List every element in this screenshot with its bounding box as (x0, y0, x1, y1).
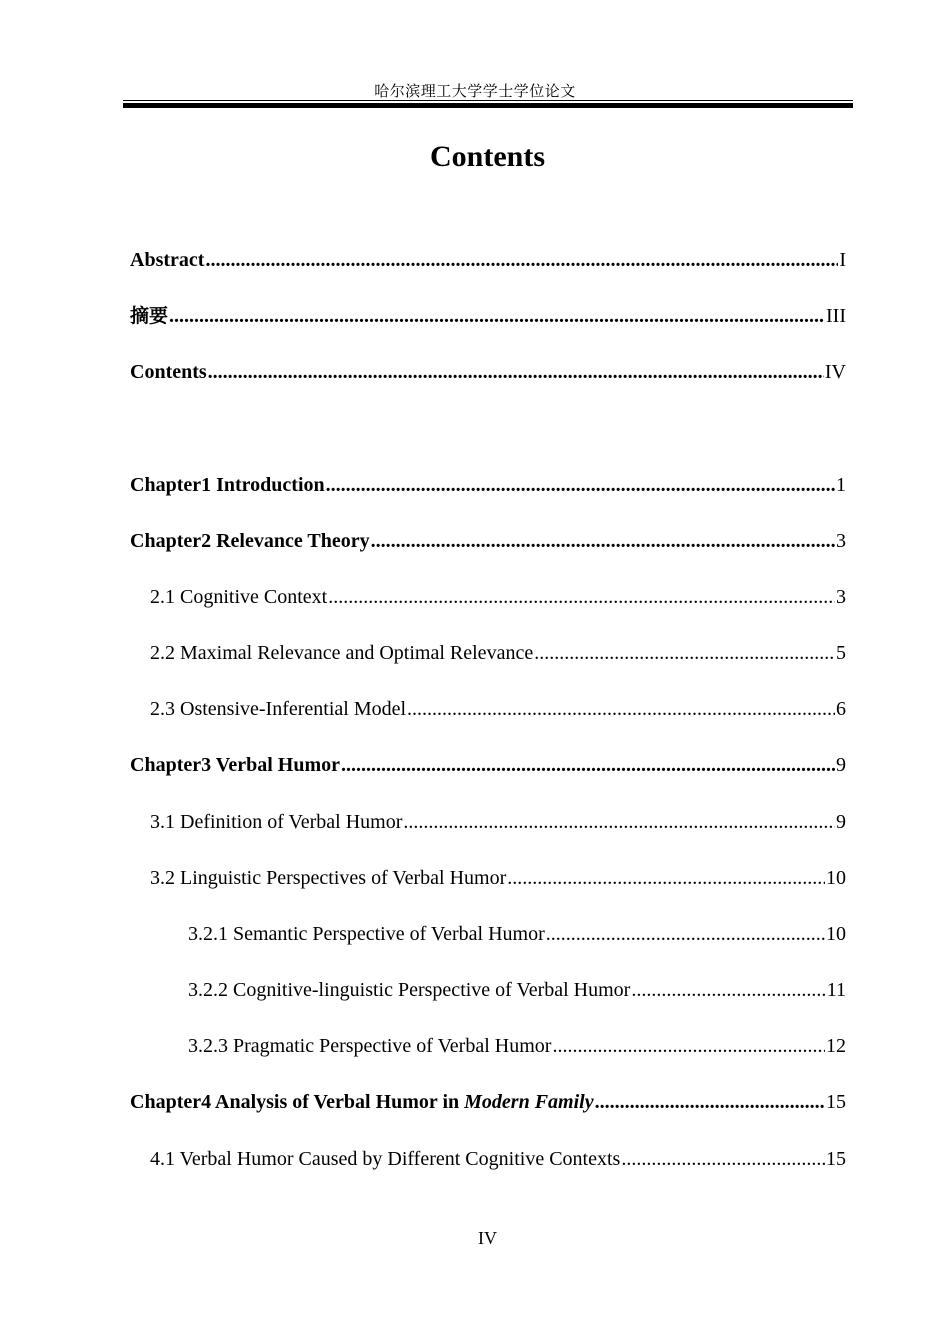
toc-entry-text: 2.2 Maximal Relevance and Optimal Relevance (150, 642, 534, 664)
toc-entry-page: IV (824, 361, 846, 383)
toc-entry-page: 15 (826, 1148, 846, 1170)
page-title: Contents (429, 140, 545, 173)
toc-leader-dots (534, 637, 835, 669)
toc-entry-page: 12 (826, 1035, 846, 1057)
toc-leader-dots (341, 749, 835, 781)
toc-entry-3-1[interactable] (130, 806, 846, 838)
toc-entry-contents[interactable] (130, 356, 846, 388)
toc-entry-page: 3 (836, 530, 846, 552)
toc-entry-text: Chapter4 Analysis of Verbal Humor in (130, 1091, 465, 1113)
toc-entry-chapter2[interactable] (130, 525, 846, 557)
toc-entry-text: Chapter3 Verbal Humor (130, 754, 340, 776)
toc-entry-page: III (826, 305, 846, 327)
toc-entry-text: 3.2.1 Semantic Perspective of Verbal Humor (188, 923, 545, 945)
toc-entry-page: 10 (826, 867, 846, 889)
toc-entry-text: Abstract (130, 249, 205, 271)
toc-entry-page: 1 (836, 474, 846, 496)
toc-leader-dots (208, 356, 824, 388)
toc-entry-text: 3.2 Linguistic Perspectives of Verbal Humor (150, 867, 507, 889)
header-rule-thin (123, 100, 853, 101)
toc-entry-page: 5 (836, 642, 846, 664)
toc-entry-text: Chapter1 Introduction (130, 474, 325, 496)
page-number-footer: IV (478, 1228, 497, 1248)
page-header: 哈尔滨理工大学学士学位论文 (374, 82, 576, 100)
toc-entry-text: 3.2.3 Pragmatic Perspective of Verbal Humor (188, 1035, 552, 1057)
toc-entry-chapter1[interactable] (130, 469, 846, 501)
toc-leader-dots (328, 581, 835, 613)
toc-entry-page: 9 (836, 811, 846, 833)
header-rule-thick (123, 103, 853, 108)
toc-entry-text: 4.1 Verbal Humor Caused by Different Cognitive Contexts (150, 1148, 621, 1170)
toc-entry-abstract[interactable] (130, 244, 846, 276)
toc-entry-page: 11 (826, 979, 846, 1001)
toc-entry-page: 15 (826, 1091, 846, 1113)
toc-entry-2-3[interactable] (130, 693, 846, 725)
toc-entry-page: 3 (836, 586, 846, 608)
toc-leader-dots (507, 862, 825, 894)
toc-entry-3-2[interactable] (130, 862, 846, 894)
toc-leader-dots (371, 525, 835, 557)
toc-leader-dots (546, 918, 825, 950)
toc-entry-page: 6 (836, 698, 846, 720)
toc-leader-dots (595, 1086, 825, 1118)
toc-leader-dots (403, 806, 835, 838)
toc-entry-italic-title: Modern Family (464, 1091, 594, 1113)
toc-leader-dots (631, 974, 825, 1006)
toc-entry-text: Chapter2 Relevance Theory (130, 530, 370, 552)
toc-entry-text: 3.1 Definition of Verbal Humor (150, 811, 403, 833)
toc-entry-text: 摘要 (130, 305, 169, 327)
toc-leader-dots (552, 1030, 825, 1062)
toc-entry-page: I (839, 249, 846, 271)
toc-entry-text: 2.1 Cognitive Context (150, 586, 328, 608)
toc-leader-dots (407, 693, 835, 725)
toc-leader-dots (205, 244, 838, 276)
toc-entry-3-2-2[interactable] (130, 974, 846, 1006)
toc-leader-dots (326, 469, 835, 501)
toc-entry-page: 10 (826, 923, 846, 945)
toc-leader-dots (169, 300, 825, 332)
toc-entry-chapter3[interactable] (130, 749, 846, 781)
toc-entry-2-2[interactable] (130, 637, 846, 669)
toc-entry-3-2-1[interactable] (130, 918, 846, 950)
toc-entry-chapter4[interactable] (130, 1086, 846, 1118)
toc-entry-text: 2.3 Ostensive-Inferential Model (150, 698, 407, 720)
toc-entry-text: 3.2.2 Cognitive-linguistic Perspective of Verbal Humor (188, 979, 631, 1001)
toc-entry-text: Contents (130, 361, 207, 383)
toc-entry-chinese-abstract[interactable] (130, 300, 846, 332)
toc-entry-3-2-3[interactable] (130, 1030, 846, 1062)
toc-entry-page: 9 (836, 754, 846, 776)
toc-entry-2-1[interactable] (130, 581, 846, 613)
toc-leader-dots (621, 1143, 825, 1175)
toc-entry-4-1[interactable] (130, 1143, 846, 1175)
